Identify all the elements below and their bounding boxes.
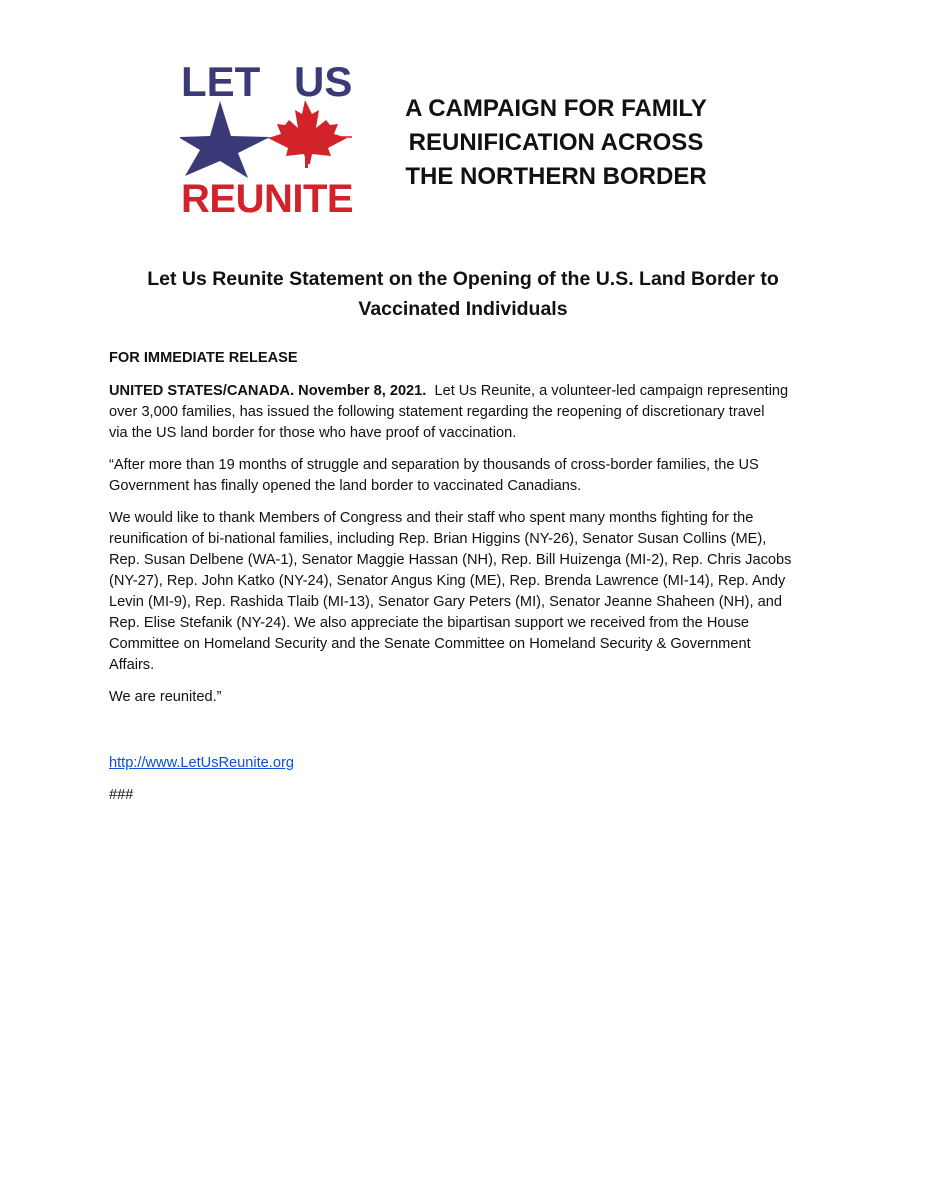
title-line: Let Us Reunite Statement on the Opening of the U.S. Land Border to [147,268,779,290]
paragraph-closing: We are reunited.” [109,689,222,705]
tagline-line: A CAMPAIGN FOR FAMILY [405,95,707,122]
logo-word-reunite: REUNITE [181,177,354,221]
dateline: UNITED STATES/CANADA. November 8, 2021. [109,383,427,399]
press-release-body [109,348,829,817]
paragraph-line: (NY-27), Rep. John Katko (NY-24), Senator Angus King (ME), Rep. Brenda Lawrence (MI-14), Rep. Andy [109,573,786,589]
let-us-reunite-logo [180,58,355,220]
statement-title [110,264,816,324]
paragraph-line [109,381,829,402]
end-mark: ### [109,787,134,803]
maple-leaf-icon [268,100,347,168]
paragraph-line: Levin (MI-9), Rep. Rashida Tlaib (MI-13), Senator Gary Peters (MI), Senator Jeanne Shaheen (NH), and [109,594,782,610]
website-link-row [109,753,829,774]
star-icon [180,101,270,178]
paragraph-line: Committee on Homeland Security and the Senate Committee on Homeland Security & Government [109,636,751,652]
paragraph-line: over 3,000 families, has issued the following statement regarding the reopening of discretionary travel [109,404,765,420]
paragraph-line: reunification of bi-national families, including Rep. Brian Higgins (NY-26), Senator Susan Collins (ME), [109,531,767,547]
paragraph-intro [109,381,829,444]
paragraph-quote-start [109,455,829,497]
paragraph-line: via the US land border for those who have proof of vaccination. [109,425,517,441]
tagline-line: REUNIFICATION ACROSS [408,129,704,156]
paragraph-line: Rep. Elise Stefanik (NY-24). We also appreciate the bipartisan support we received from the House [109,615,750,631]
paragraph-line: Government has finally opened the land border to vaccinated Canadians. [109,478,582,494]
website-link[interactable]: http://www.LetUsReunite.org [109,755,294,771]
logo-word-let: LET [181,58,261,105]
campaign-tagline [376,92,736,194]
title-line: Vaccinated Individuals [358,298,568,320]
intro-text: Let Us Reunite, a volunteer-led campaign representing [426,383,789,399]
release-label: FOR IMMEDIATE RELEASE [109,350,298,366]
logo-graphic [180,98,355,180]
paragraph-line: We would like to thank Members of Congress and their staff who spent many months fighting for the [109,510,754,526]
logo-word-us: US [294,58,353,105]
paragraph-line: Affairs. [109,657,155,673]
paragraph-line: Rep. Susan Delbene (WA-1), Senator Maggie Hassan (NH), Rep. Bill Huizenga (MI-2), Rep. Chris Jacobs [109,552,792,568]
paragraph-thanks [109,508,829,676]
tagline-line: THE NORTHERN BORDER [405,163,707,190]
paragraph-line: “After more than 19 months of struggle and separation by thousands of cross-border families, the US [109,457,759,473]
